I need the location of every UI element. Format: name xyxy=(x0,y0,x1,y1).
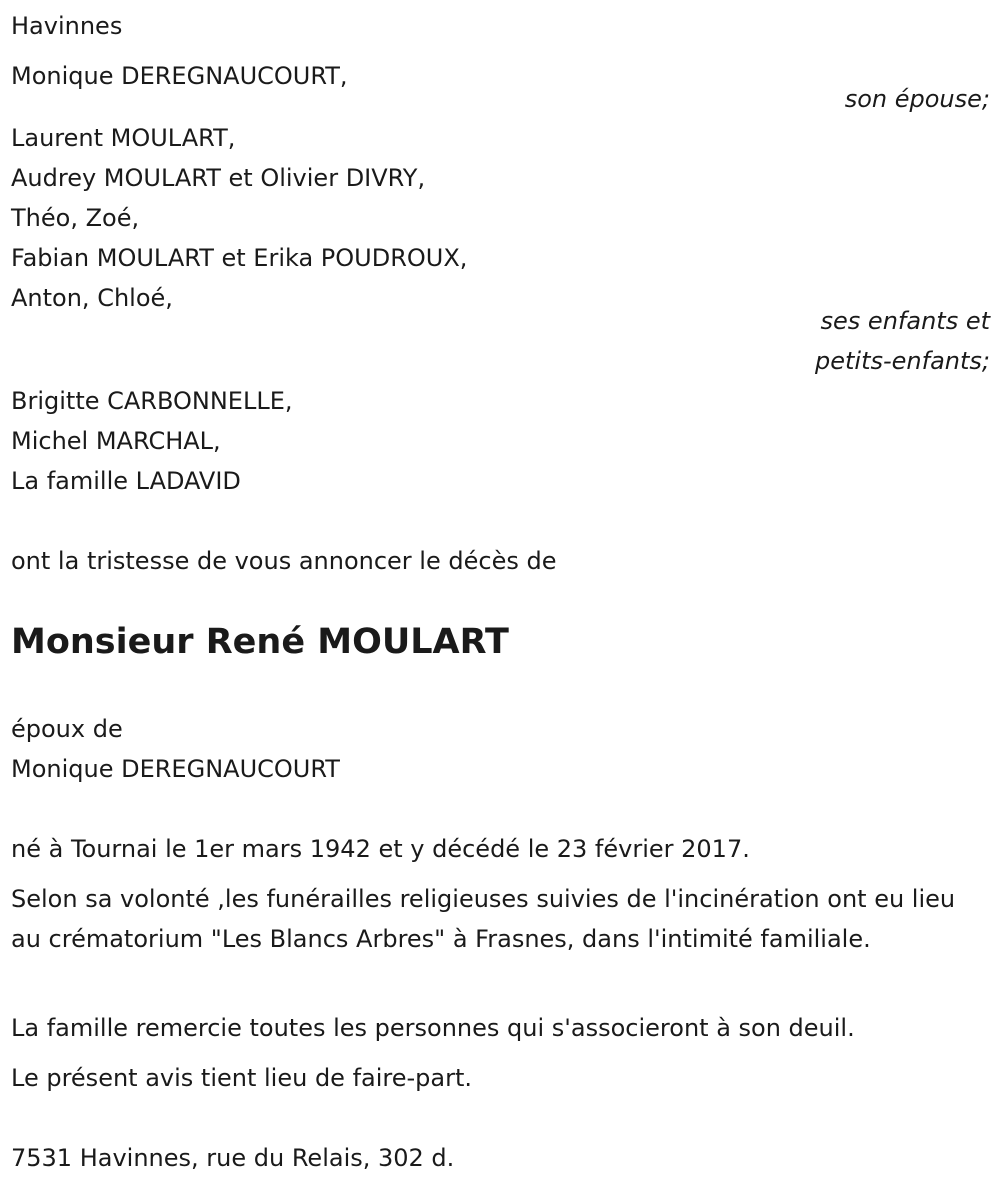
location-header: Havinnes xyxy=(11,12,123,40)
deceased-name: Monsieur René MOULART xyxy=(11,622,509,662)
children-relation-line2: petits-enfants; xyxy=(815,347,990,375)
husband-of-name: Monique DEREGNAUCOURT xyxy=(11,755,340,783)
address-text: 7531 Havinnes, rue du Relais, 302 d. xyxy=(11,1144,455,1172)
birth-death-text: né à Tournai le 1er mars 1942 et y décédé le 23 février 2017. xyxy=(11,835,750,863)
announcement-text: ont la tristesse de vous annoncer le décès de xyxy=(11,547,557,575)
husband-of-label: époux de xyxy=(11,715,123,743)
relative-name: Brigitte CARBONNELLE, xyxy=(11,387,293,415)
grandchild-names: Anton, Chloé, xyxy=(11,284,173,312)
child-name: Audrey MOULART et Olivier DIVRY, xyxy=(11,164,426,192)
relative-name: La famille LADAVID xyxy=(11,467,241,495)
notice-text: Le présent avis tient lieu de faire-part. xyxy=(11,1064,473,1092)
grandchild-names: Théo, Zoé, xyxy=(11,204,140,232)
thanks-text: La famille remercie toutes les personnes qui s'associeront à son deuil. xyxy=(11,1014,855,1042)
child-name: Laurent MOULART, xyxy=(11,124,236,152)
funeral-text: Selon sa volonté ,les funérailles religieuses suivies de l'incinération ont eu lieu au crématorium "Les Blancs Arbres" à Frasnes, dans l'intimité familiale. xyxy=(11,885,956,953)
child-name: Fabian MOULART et Erika POUDROUX, xyxy=(11,244,468,272)
relative-name: Michel MARCHAL, xyxy=(11,427,221,455)
spouse-name: Monique DEREGNAUCOURT, xyxy=(11,62,348,90)
children-relation-line1: ses enfants et xyxy=(820,307,990,335)
spouse-relation: son épouse; xyxy=(844,85,990,113)
